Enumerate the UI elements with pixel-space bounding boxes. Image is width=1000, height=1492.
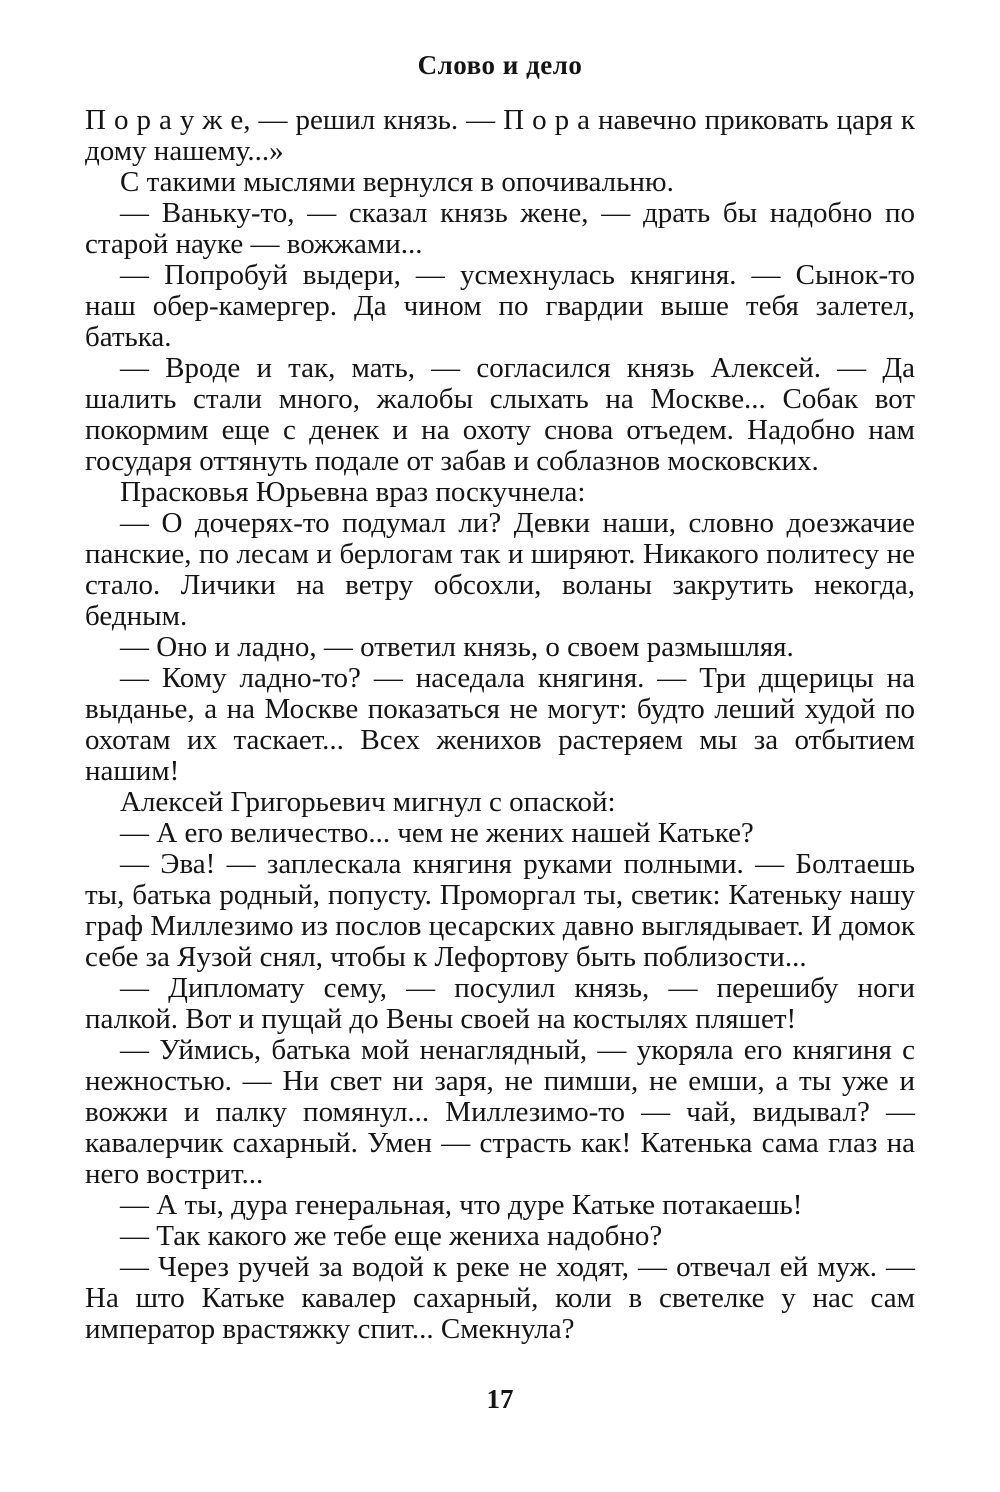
paragraph: С такими мыслями вернулся в опочивальню. xyxy=(120,166,674,198)
paragraph: — А ты, дура генеральная, что дуре Катьке потакаешь! xyxy=(120,1189,803,1221)
paragraph: Прасковья Юрьевна враз поскучнела: xyxy=(120,476,586,508)
running-title: Слово и дело xyxy=(417,50,583,80)
paragraph: — Ваньку-то, — сказал князь жене, — драть бы надобно по старой науке — вожжами... xyxy=(85,197,915,260)
paragraph: — Через ручей за водой к реке не ходят, — отвечал ей муж. — На што Катьке кавалер сахарный, коли в светелке у нас сам император врастяжку спит... Смекнула? xyxy=(85,1251,915,1345)
paragraph: — Так какого же тебе еще жениха надобно? xyxy=(120,1220,663,1252)
paragraph: — А его величество... чем не жених нашей Катьке? xyxy=(120,817,754,849)
paragraph: — Эва! — заплескала княгиня руками полными. — Болтаешь ты, батька родный, попусту. Проморгал ты, светик: Катеньку нашу граф Миллезимо из послов цесарских давно выглядывает. И домок себе за Яузой снял, чтобы к Лефортову быть поблизости... xyxy=(85,848,915,973)
paragraph: П о р а у ж е, — решил князь. — П о р а навечно приковать царя к дому нашему...» xyxy=(85,104,915,167)
paragraph: — Уймись, батька мой ненаглядный, — укоряла его княгиня с нежностью. — Ни свет ни заря, не пимши, не емши, а ты уже и вожжи и палку помянул... Миллезимо-то — чай, видывал? — кавалерчик сахарный. Умен — страсть как! Катенька сама глаз на него вострит... xyxy=(85,1034,915,1190)
paragraph: Алексей Григорьевич мигнул с опаской: xyxy=(120,786,616,818)
paragraph: — Кому ладно-то? — наседала княгиня. — Три дщерицы на выданье, а на Москве показаться не могут: будто леший худой по охотам их таскает... Всех женихов растеряем мы за отбытием нашим! xyxy=(85,662,915,787)
paragraph: — О дочерях-то подумал ли? Девки наши, словно доезжачие панские, по лесам и берлогам так и ширяют. Никакого политесу не стало. Личики на ветру обсохли, воланы закрутить некогда, бедным. xyxy=(85,507,915,632)
page-body xyxy=(85,105,915,1345)
page-number: 17 xyxy=(486,1384,514,1414)
paragraph: — Дипломату сему, — посулил князь, — перешибу ноги палкой. Вот и пущай до Вены своей на костылях пляшет! xyxy=(85,972,915,1035)
paragraph: — Вроде и так, мать, — согласился князь Алексей. — Да шалить стали много, жалобы слыхать на Москве... Собак вот покормим еще с денек и на охоту снова отъедем. Надобно нам государя оттянуть подале от забав и соблазнов московских. xyxy=(85,352,915,477)
paragraph: — Попробуй выдери, — усмехнулась княгиня. — Сынок-то наш обер-камергер. Да чином по гвардии выше тебя залетел, батька. xyxy=(85,259,915,353)
paragraph: — Оно и ладно, — ответил князь, о своем размышляя. xyxy=(120,631,794,663)
